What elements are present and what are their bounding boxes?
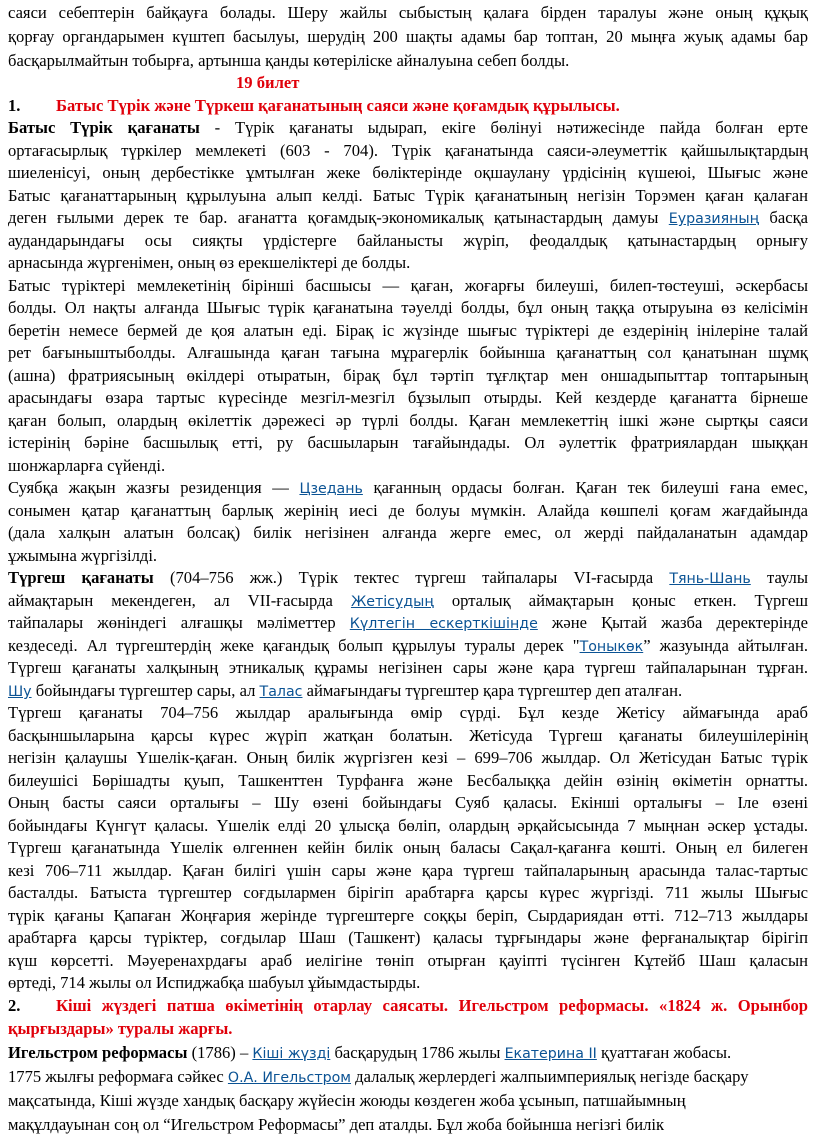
link-talas[interactable]: Талас [259,684,303,700]
text: орталық аймақтарын қоныс еткен. Түргеш [433,591,808,610]
paragraph-line: Түргеш қағанаты халқының этникалық құрамы негізінен сары және қара түргеш тайпаларынан тұрған. [8,658,808,677]
text: далалық жерлердегі жалпыимпериялық негізде басқару [351,1067,749,1086]
link-tonykok[interactable]: Тоныкөк [579,639,644,655]
paragraph-line: мақұлдауынан соң ол “Игельстром Реформасы” деп аталды. Бұл жоба бойынша негізгі билік [8,1115,665,1134]
section-2-heading [8,993,808,1019]
link-tian-shan[interactable]: Тянь-Шань [669,571,751,587]
paragraph-line: арабтарға қарсы түріктер, соғдылар Шаш (Ташкент) қаласы тұрғындары және ферғаналықтар бірігіп [8,928,808,947]
section-2-heading-cont [8,1016,808,1042]
text: Суябқа жақын жазғы резиденция — [8,478,300,497]
section-title: Кіші жүздегі патша өкіметінің отарлау саясаты. Игельстром реформасы. «1824 ж. Орынбор [56,996,808,1015]
paragraph-line: қорғау органдарымен күштеп басылуы, шерудің 200 шақты адамы бар топтан, 20 мыңға жуық адамы бар [8,27,808,46]
text: және Қытай жазба деректерінде [537,613,808,632]
section-number: 1. [8,96,21,115]
paragraph-line: билеушісі Бөрішадты қуып, Ташкенттен Турфанға және Бесбалыққа дейін өзінің өкіметін орнатты. [8,771,808,790]
paragraph-line: Батыс түріктері мемлекетінің бірінші басшысы — қаған, жоғарғы билеуші, билеп-төстеуші, әскербасы [8,276,808,295]
text: қағанның ордасы болған. Қаған тек билеуші ғана емес, [362,478,808,497]
text: қуаттаған жобасы. [596,1043,732,1062]
link-kishi-zhuz[interactable]: Кіші жүзді [252,1046,331,1062]
paragraph-line: өртеді, 714 жылы ол Испиджабқа шабуыл ұйымдастырды. [8,973,421,992]
paragraph-line: түрік қағаны Қапаған Жоңғария жерінде түргештерге соққы беріп, Сырдариядан өтті. 712–713 жылдары [8,906,808,925]
text: тайпалары жөніндегі алғашқы мәліметтер [8,613,350,632]
paragraph-line: сонымен қатар қағанаттың барлық жерінің иесі де болуы мүмкін. Алайда көшпелі қоғам жағдайында [8,501,808,520]
text: деген ғылыми дерек те бар. ағанатта қоғамдық-экономикалық қатынастардың дамуы [8,208,669,227]
paragraph-line: басқыншыларына қарсы күрес жүріп жатқан болатын. Жетісуда Түргеш қағанаты билеушілерінің [8,726,808,745]
term: Игельстром реформасы [8,1043,188,1062]
text: аймақтарын мекендеген, ал VII-ғасырда [8,591,351,610]
paragraph-line: болды. Ол нақты алғанда Шығыс түрік қағанатына тәуелді болды, бұл оның таққа отыруына өз келісімін [8,298,808,317]
text: ” жазуында айтылған. [643,636,808,655]
paragraph-line: қаған болып, олардың өкілеттік дәрежесі әр түрлі болды. Қаған мемлекеттің ішкі және сыртқы саяси [8,411,808,430]
paragraph-line: Түргеш қағанатында Үшелік өлгеннен кейін билік оның баласы Сақал-қағанға көшті. Оның ел билеген [8,838,808,857]
paragraph-line: (дала халқын алатын болсақ) билік негізінен алғанда жерге емес, ол жерді пайдаланатын адамдар [8,523,808,542]
paragraph-line: Түргеш қағанаты 704–756 жылдар аралығында өмір сүрді. Бұл кезде Жетісу аймағында араб [8,703,808,722]
text: бойындағы түргештер сары, ал [31,681,260,700]
paragraph-line: аудандарындағы осы сияқты үрдістерге байланысты жүріп, феодалдық қатынастардың орнығу [8,231,808,250]
paragraph-line: (ашна) фратриясының өкілдері отыратын, бірақ бұл тәртіп тұғлқтар мен оншадыпыттар топтарының [8,366,808,385]
link-eurasia[interactable]: Еуразияның [668,211,759,227]
paragraph-line: істерінің бәріне басшылық етті, ру басшыларын тағайындады. Ол әулеттік фратриялардан шыққан [8,433,808,452]
term: Батыс Түрік қағанаты [8,118,200,137]
paragraph-line: негізін қалаушы Үшелік-қаған. Оның билік жүргізген кезі – 699–706 жылдар. Ол Жетісудан Батыс түрік [8,748,808,767]
text: 1775 жылғы реформаға сәйкес [8,1067,228,1086]
paragraph-line: ортағасырлық түркілер мемлекеті (603 - 704). Түрік қағанатында саяси-әлеуметтік қайшылықтардың [8,141,808,160]
paragraph-line: арасындағы өзара тартыс күресінде мезгіл-мезгіл бұзылып отырды. Кей кездерде қағанатта бірнеше [8,388,808,407]
section-title: Батыс Түрік және Түркеш қағанатының саяси және қоғамдық құрылысы. [56,96,620,115]
paragraph-line: арнасында жүргенімен, оның өз ерекшеліктері де болды. [8,253,411,272]
paragraph-line: шонжарларға сүйенді. [8,456,166,475]
paragraph-line: күш көрсетті. Мәуеренахрдағы араб иелігіне төніп отырған қауіпті түсінген Кұтейб Шаш қаласын [8,951,808,970]
link-shu[interactable]: Шу [8,684,32,700]
ticket-number: 19 билет [236,73,300,92]
paragraph-line: бойындағы Күнгүт қаласы. Үшелік елді 20 ұлысқа бөліп, олардың әрқайсысында 7 мыңнан әскер ұстады. [8,816,808,835]
paragraph-line: басқарылмайтын тобырға, артынша қанды көтеріліске айналуына себеп болды. [8,51,570,70]
paragraph-line: рет бағыныштыболды. Алғашында қаған тағына мұрагерлік бойынша қағанаттың сол қанатынан шұмқ [8,343,808,362]
text: басқарудың 1786 жылы [330,1043,505,1062]
paragraph-line: саяси себептерін байқауға болады. Шеру жайлы сыбыстың қалаға бірден таралуы және оның құқық [8,3,808,22]
text: таулы [750,568,808,587]
text: (1786) – [187,1043,253,1062]
ticket-title [236,70,299,96]
text: аймағындағы түргештер қара түргештер деп аталған. [302,681,683,700]
text: кездеседі. Ал түргештердің жеке қағандық болып құрылуы туралы дерек " [8,636,580,655]
paragraph-line: беретін немесе бермей де қоя алатын еді. Бірақ іс жүзінде шығыс түріктері де ездерінің інілеріне талай [8,321,808,340]
paragraph-line: Батыс қағанаттарының құрылуына алып келді. Батыс Түрік қағанатының негізін Торэмен қаған қалаған [8,186,808,205]
text: - Түрік қағанаты ыдырап, екіге бөлінуі нәтижесінде пайда болған ерте [199,118,808,137]
term: Түргеш қағанаты [8,568,154,587]
paragraph-line: басталды. Батыста түргештер соғдылармен бірігіп арабтарға қарсы күрес жүргізді. 711 жылы Шығыс [8,883,808,902]
paragraph-line: кезі 706–711 жылдар. Қаған билігі үшін сары және қара түргеш тайпаларының арасында талас-тартыс [8,861,808,880]
link-kultegin-monument[interactable]: Күлтегін ескерткішінде [349,616,538,632]
text: (704–756 жж.) Түрік тектес түргеш тайпалары VI-ғасырда [153,568,670,587]
link-zhetisu[interactable]: Жетісудың [350,594,434,610]
paragraph-line: шиеленісуі, оның дербестікке ұмтылған жеке бөліктерінде оқшаулану үрдісінің күшеюі, Шығыс және [8,163,808,182]
paragraph-line: мақсатында, Кіші жүзде хандық басқару жүйесін жоюды көздеген жоба ұсынып, патшайымның [8,1091,686,1110]
paragraph-line: ұжымына жүргізілді. [8,546,158,565]
section-title: қырғыздары» туралы жарғы. [8,1019,233,1038]
section-number: 2. [8,996,21,1015]
link-tszedan[interactable]: Цзедань [299,481,363,497]
paragraph-line [8,115,808,141]
text: басқа [759,208,808,227]
link-ekaterina-ii[interactable]: Екатерина ІІ [504,1046,597,1062]
link-igelstrom[interactable]: О.А. Игельстром [227,1070,352,1086]
paragraph-line: Оның басты саяси орталығы – Шу өзені бойындағы Суяб қаласы. Екінші орталығы – Іле өзені [8,793,808,812]
